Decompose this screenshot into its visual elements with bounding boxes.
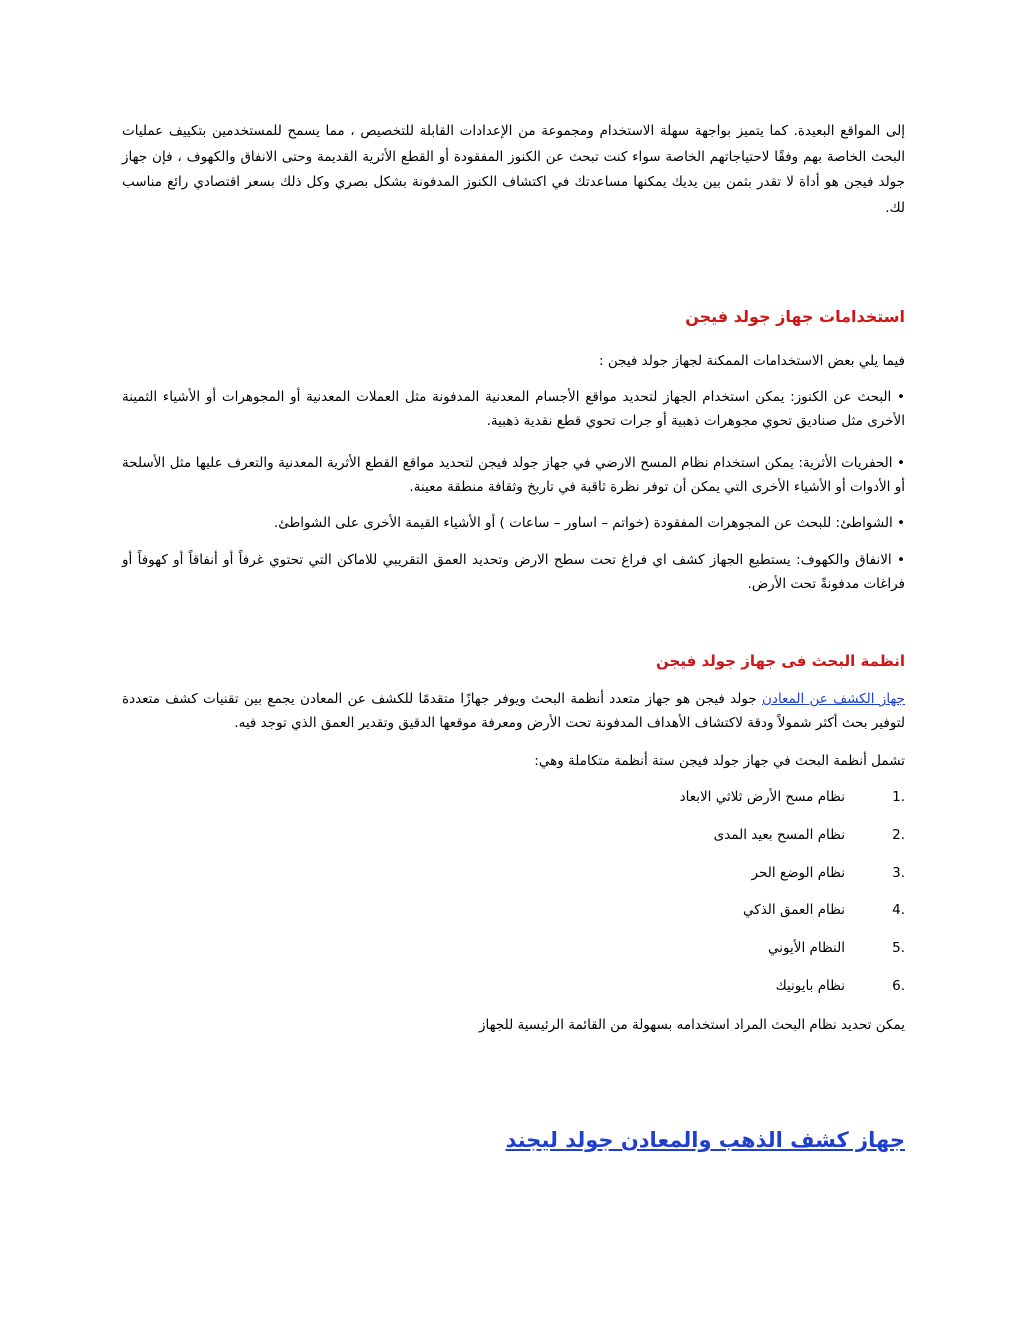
list-item [122, 902, 905, 926]
intro-paragraph: إلى المواقع البعيدة. كما يتميز بواجهة سهلة الاستخدام ومجموعة من الإعدادات القابلة للتخصيص ، مما يسمح للمستخدمين بتكييف عمليات البحث الخاصة بهم وفقًا لاحتياجاتهم الخاصة سواء كنت تبحث عن الكنوز المفقودة أو القطع الأثرية القديمة وحتى الانفاق والكهوف ، فإن جهاز جولد فيجن هو أداة لا تقدر بثمن بين يديك يمكنها مساعدتك في اكتشاف الكنوز المدفونة بشكل بصري وكل ذلك بسعر اقتصادي رائع مناسب لك. [122, 123, 905, 216]
bullet-archaeology: • الحفريات الأثرية: يمكن استخدام نظام المسح الارضي في جهاز جولد فيجن لتحديد مواقع القطع الأثرية المعدنية والتعرف عليها مثل الأسلحة أو الأدوات أو الأشياء الأخرى التي يمكن أن توفر نظرة ثاقبة في تاريخ وثقافة منطقة معينة. [122, 455, 905, 495]
list-number: 6. [892, 978, 905, 994]
list-label: نظام بايونيك [775, 978, 845, 994]
systems-footer-note: يمكن تحديد نظام البحث المراد استخدامه بسهولة من القائمة الرئيسية للجهاز [479, 1017, 905, 1033]
gold-legend-link[interactable] [122, 1128, 905, 1152]
list-label: النظام الأيوني [768, 940, 845, 956]
list-label: نظام المسح بعيد المدى [713, 827, 845, 843]
list-number: 5. [892, 940, 905, 956]
list-number: 4. [892, 902, 905, 918]
document-page [122, 0, 905, 1325]
section-heading-search-systems: انظمة البحث فى جهاز جولد فيجن [656, 652, 905, 670]
list-number: 3. [892, 865, 905, 881]
bullet-beaches: • الشواطئ: للبحث عن المجوهرات المفقودة (خواتم – اساور – ساعات ) أو الأشياء القيمة الأخرى على الشواطئ. [273, 515, 905, 531]
systems-intro-paragraph [122, 688, 905, 735]
bullet-tunnels: • الانفاق والكهوف: يستطيع الجهاز كشف اي فراغ تحت سطح الارض وتحديد العمق التقريبي للاماكن التي تحتوي غرفاً أو أنفاقاً أو كهوفاً أو فراغات مدفونةً تحت الأرض. [122, 552, 905, 592]
list-number: 1. [892, 789, 905, 805]
section-heading-uses: استخدامات جهاز جولد فيجن [685, 307, 905, 326]
list-label: نظام مسح الأرض ثلاثي الابعاد [679, 789, 845, 805]
list-item [122, 978, 905, 1002]
list-label: نظام العمق الذكي [743, 902, 845, 918]
systems-lead: تشمل أنظمة البحث في جهاز جولد فيجن ستة أنظمة متكاملة وهي: [534, 753, 905, 769]
uses-lead: فيما يلي بعض الاستخدامات الممكنة لجهاز جولد فيجن : [598, 353, 905, 369]
metal-detector-link[interactable]: جهاز الكشف عن المعادن [762, 691, 906, 707]
list-item [122, 940, 905, 964]
list-item [122, 827, 905, 851]
list-item [122, 789, 905, 813]
list-item [122, 865, 905, 889]
gold-legend-link-text[interactable]: جهاز كشف الذهب والمعادن جولد ليجند [505, 1128, 905, 1152]
systems-intro-text: جولد فيجن هو جهاز متعدد أنظمة البحث ويوفر جهازًا متقدمًا للكشف عن المعادن يجمع بين تقنيات كشف متعددة لتوفير بحث أكثر شمولاً ودقة لاكتشاف الأهداف المدفونة تحت الأرض ومعرفة موقعها الدقيق وتقدير العمق الذي توجد فيه. [122, 691, 905, 731]
list-number: 2. [892, 827, 905, 843]
bullet-treasure: • البحث عن الكنوز: يمكن استخدام الجهاز لتحديد مواقع الأجسام المعدنية المدفونة مثل العملات المعدنية أو المجوهرات أو الأشياء الثمينة الأخرى مثل صناديق تحوي مجوهرات ذهبية أو جرات تحوي قطع نقدية ذهبية. [122, 389, 905, 429]
list-label: نظام الوضع الحر [751, 865, 845, 881]
